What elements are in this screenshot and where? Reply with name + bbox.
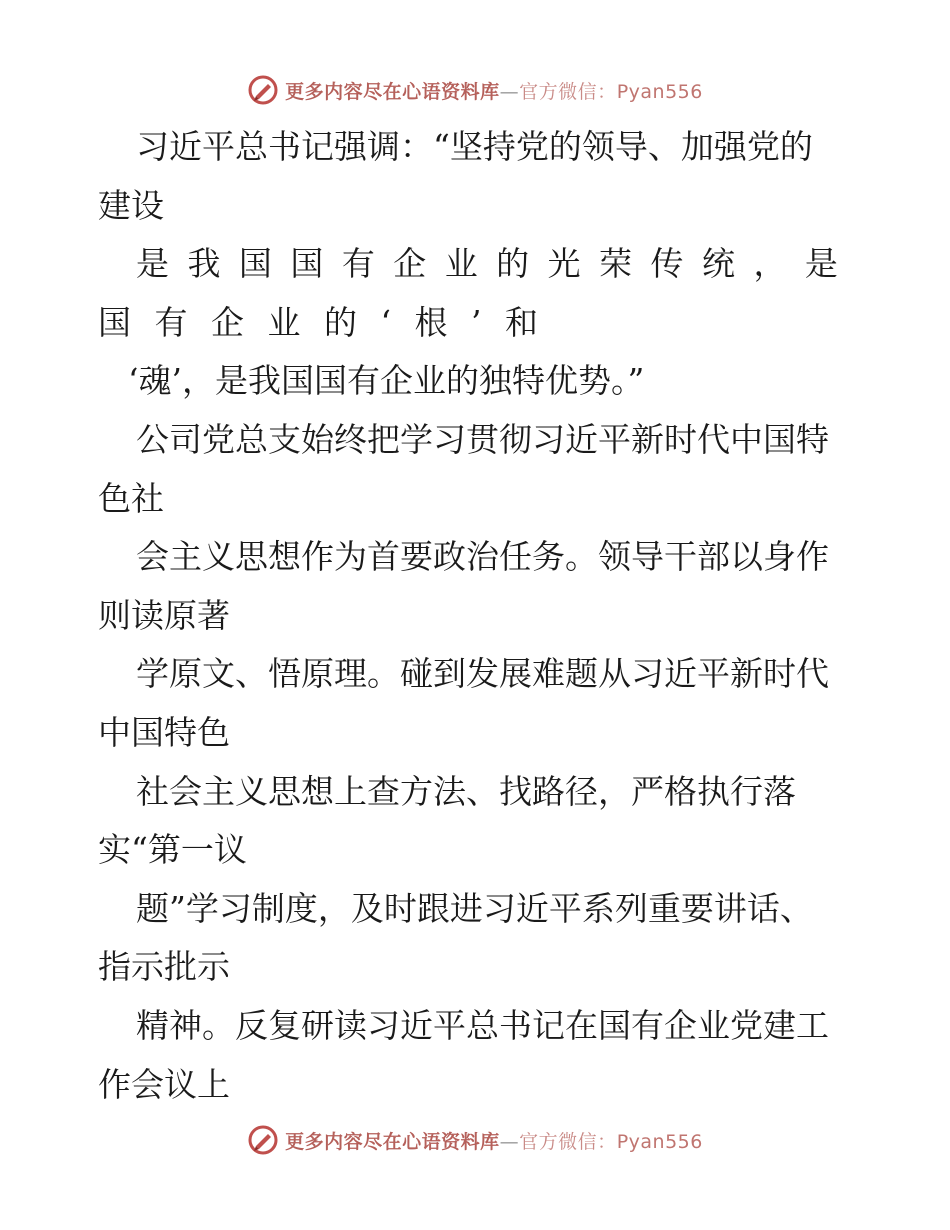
- paragraph-line: 作会议上: [98, 1064, 230, 1104]
- header-watermark: [0, 70, 950, 110]
- justified-char: 光: [547, 244, 581, 284]
- paragraph-line: 习近平总书记强调：“坚持党的领导、加强党的: [136, 127, 813, 166]
- paragraph-line: [98, 294, 858, 353]
- justified-char: ’: [471, 302, 482, 342]
- paragraph-line: 精神。反复研读习近平总书记在国有企业党建工: [136, 1005, 829, 1045]
- paragraph-line: 实“第一议: [98, 830, 247, 870]
- justified-char: ，: [753, 244, 787, 284]
- justified-line: [98, 294, 558, 353]
- paragraph-line: 建设: [98, 185, 164, 225]
- justified-char: 业: [444, 244, 478, 284]
- justified-char: 企: [393, 244, 427, 284]
- paragraph-line: 会主义思想作为首要政治任务。领导干部以身作: [136, 537, 829, 577]
- paragraph-line: 色社: [98, 478, 164, 518]
- pen-logo-icon: [247, 74, 279, 106]
- justified-char: 传: [650, 244, 684, 284]
- paragraph-line: 学原文、悟原理。碰到发展难题从习近平新时代: [136, 654, 829, 694]
- justified-char: 统: [701, 244, 735, 284]
- justified-line: [136, 235, 858, 294]
- justified-char: 企: [211, 302, 244, 342]
- justified-char: 国: [98, 302, 131, 342]
- paragraph-line: 社会主义思想上查方法、找路径，严格执行落: [136, 771, 796, 811]
- pen-logo-icon: [247, 1124, 279, 1156]
- watermark-text: 更多内容尽在心语资料库—官方微信：Pyan556: [285, 1130, 703, 1153]
- justified-char: 根: [414, 302, 448, 342]
- justified-char: 我: [187, 244, 221, 284]
- justified-char: 是: [804, 244, 838, 284]
- justified-char: 和: [505, 302, 538, 342]
- justified-char: 有: [154, 302, 188, 342]
- paragraph-line: ‘魂’，是我国国有企业的独特优势。”: [128, 361, 645, 401]
- watermark-text: 更多内容尽在心语资料库—官方微信：Pyan556: [285, 80, 703, 103]
- footer-watermark: [0, 1120, 950, 1160]
- justified-char: ‘: [380, 302, 391, 342]
- justified-char: 荣: [599, 244, 633, 284]
- paragraph-line: 中国特色: [98, 712, 230, 752]
- justified-char: 的: [496, 244, 530, 284]
- justified-char: 国: [290, 244, 324, 284]
- paragraph-line: 指示批示: [98, 947, 230, 987]
- justified-char: 国: [238, 244, 272, 284]
- justified-char: 业: [267, 302, 301, 342]
- paragraph-line: 则读原著: [98, 595, 230, 635]
- paragraph-line: 题”学习制度，及时跟进习近平系列重要讲话、: [136, 888, 813, 928]
- paragraph-line: 公司党总支始终把学习贯彻习近平新时代中国特: [136, 419, 829, 459]
- justified-char: 有: [341, 244, 375, 284]
- document-body: [98, 118, 858, 1114]
- justified-char: 的: [324, 302, 357, 342]
- justified-char: 是: [136, 244, 169, 284]
- paragraph-line: [98, 235, 858, 294]
